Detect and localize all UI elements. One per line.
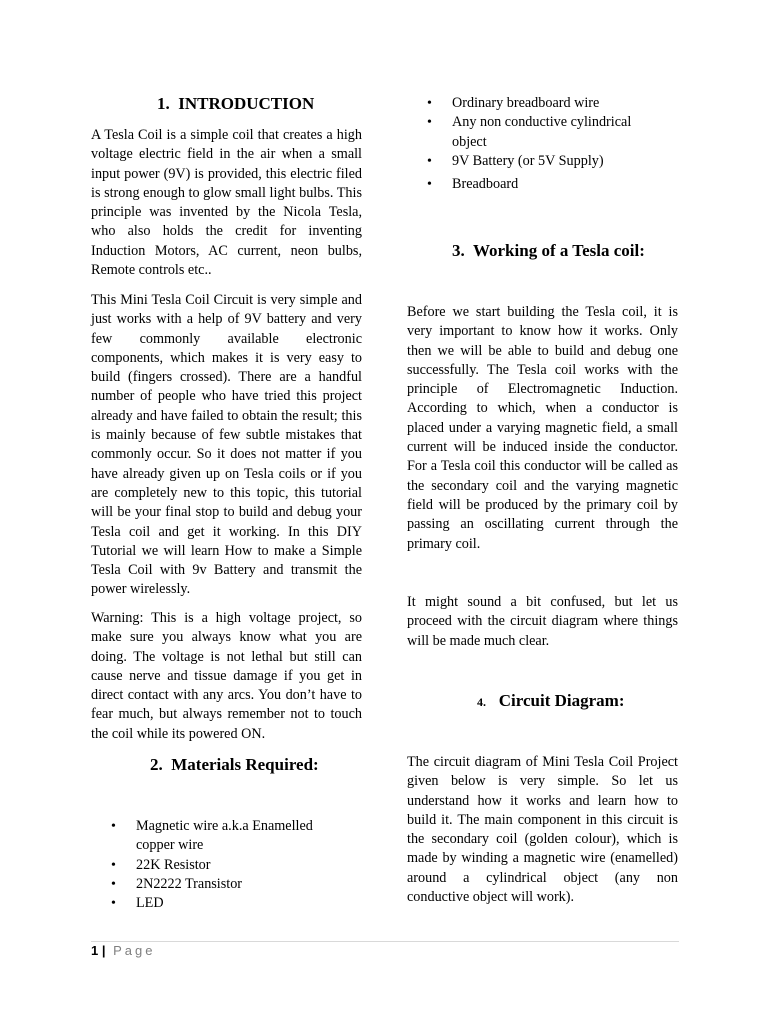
section-number: 1.: [157, 94, 170, 113]
section-heading-circuit: [477, 691, 625, 712]
list-item-text: 2N2222 Transistor: [136, 875, 243, 892]
list-item: [91, 894, 362, 913]
working-paragraph-2: It might sound a bit confused, but let us proceed with the circuit diagram where things will be made much clear.: [407, 594, 678, 649]
footer-separator: |: [101, 943, 106, 958]
list-item-text: Any non conductive cylindrical object: [452, 114, 632, 150]
footer-divider: [91, 941, 679, 942]
section-title: INTRODUCTION: [178, 94, 315, 113]
intro-paragraph-3: Warning: This is a high voltage project, so make sure you always know what you are doing. The voltage is not lethal but still can cause nerve and tissue damage if you get in direct contact with any arcs. You don’t have to fear much, but always remember not to touch the coil while its powered ON.: [91, 610, 362, 742]
circuit-paragraph: The circuit diagram of Mini Tesla Coil Project given below is very simple. So let us understand how it works and learn how to build it. The main component in this circuit is the secondary coil (golden colour), which is made by winding a magnetic wire (enamelled) around a cylindrical object (any non conductive object will work).: [407, 754, 678, 906]
section-title: Working of a Tesla coil:: [472, 241, 645, 260]
list-item: [407, 94, 678, 113]
list-item-text: LED: [136, 895, 164, 912]
list-item: [91, 875, 362, 894]
list-item: [91, 856, 362, 875]
working-paragraph-1: Before we start building the Tesla coil, it is very important to know how it works. Only then we will be able to build and debug one successfully. The Tesla coil works with the principle of Electromagnetic Induction. According to which, when a conductor is placed under a varying magnetic field, a small current will be induced inside the conductor. For a Tesla coil this conductor will be called as the secondary coil and the varying magnetic field will be produced by the primary coil by passing an oscillating current through the primary coil.: [407, 304, 678, 552]
list-item-text: Ordinary breadboard wire: [452, 95, 600, 111]
section-title: Materials Required:: [171, 755, 319, 774]
intro-paragraph-1: A Tesla Coil is a simple coil that creates a high voltage electric field in the air when a small input power (9V) is provided, this electric filed is strong enough to glow small light bulbs. This principle was invented by the Nicola Tesla, who also holds the credit for inventing Induction Motors, AC current, neon bulbs, Remote controls etc..: [91, 127, 362, 279]
page-label: Page: [113, 943, 156, 958]
section-heading-introduction: [157, 94, 314, 114]
materials-list-right: [407, 94, 678, 194]
materials-list-left: [91, 817, 362, 913]
section-heading-materials: [150, 755, 319, 775]
page-footer: [91, 943, 156, 959]
list-item-text: 22K Resistor: [136, 856, 211, 873]
list-item: [407, 175, 678, 194]
list-item-text: 9V Battery (or 5V Supply): [452, 152, 604, 169]
section-heading-working: [452, 241, 645, 261]
intro-paragraph-2: This Mini Tesla Coil Circuit is very simple and just works with a help of 9V battery and very few commonly available electronic components, which makes it is very easy to build (fingers crossed). There are a handful number of people who have tried this project already and have failed to obtain the result; this is mainly because of few subtle mistakes that commonly occur. So it does not matter if you have already given up on Tesla coils or if you are completely new to this topic, this tutorial will be your final stop to build and debug your Tesla coil and get it working. In this DIY Tutorial we will learn How to make a Simple Tesla Coil with 9v Battery and transmit the power wirelessly.: [91, 292, 362, 598]
list-item: [407, 152, 678, 171]
list-item: [407, 113, 678, 152]
section-number: 2.: [150, 755, 163, 774]
section-number: 4.: [477, 695, 486, 709]
list-item-text: Breadboard: [452, 176, 519, 193]
list-item-text: Magnetic wire a.k.a Enamelled copper wire: [136, 818, 313, 854]
section-title: Circuit Diagram:: [498, 691, 625, 710]
page-number: 1: [91, 943, 99, 958]
list-item: [91, 817, 362, 856]
section-number: 3.: [452, 241, 465, 260]
